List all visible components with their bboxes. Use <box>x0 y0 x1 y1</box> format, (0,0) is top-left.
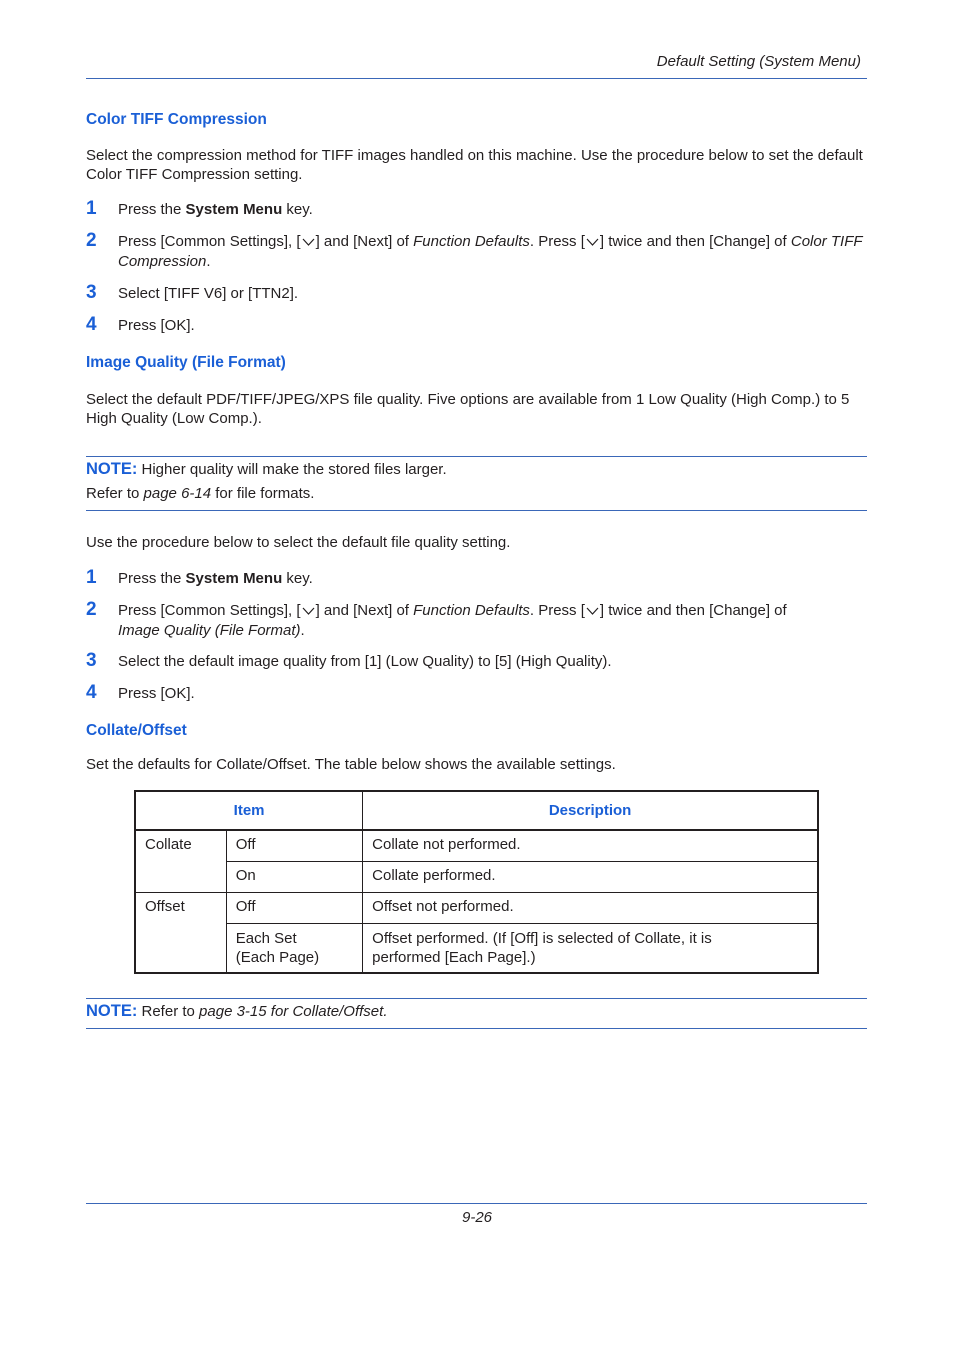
note-top-rule <box>86 998 867 999</box>
step-text: Press [OK]. <box>118 685 195 702</box>
step-number: 4 <box>86 314 97 335</box>
procedure-intro: Use the procedure below to select the default file quality setting. <box>86 534 511 551</box>
table-cell-group: Offset <box>135 892 226 973</box>
section-intro: Set the defaults for Collate/Offset. The table below shows the available settings. <box>86 756 616 773</box>
section-heading-collate-offset: Collate/Offset <box>86 722 187 739</box>
table-cell-description: Collate not performed. <box>363 830 818 861</box>
step-text: Press [OK]. <box>118 317 195 334</box>
header-rule <box>86 78 867 79</box>
note-top-rule <box>86 456 867 457</box>
step-number: 1 <box>86 198 97 219</box>
table-row <box>135 923 818 973</box>
section-intro: Select the compression method for TIFF images handled on this machine. Use the procedure below to set the default Color TIFF Compression setting. <box>86 147 863 183</box>
table-cell-description: Offset performed. (If [Off] is selected of Collate, it is performed [Each Page].) <box>363 923 818 973</box>
step-text: Press the System Menu key. <box>118 570 313 587</box>
table-row <box>135 861 818 892</box>
table-row <box>135 830 818 861</box>
section-heading-image-quality: Image Quality (File Format) <box>86 354 286 371</box>
chevron-down-key-icon <box>302 237 315 247</box>
column-header-description: Description <box>363 791 818 830</box>
note-bottom-rule <box>86 1028 867 1029</box>
note-reference: Refer to page 6-14 for file formats. <box>86 485 315 502</box>
section-intro: Select the default PDF/TIFF/JPEG/XPS file quality. Five options are available from 1 Low Quality (High Comp.) to 5 High Quality (Low Comp.). <box>86 391 850 427</box>
table-cell-option: On <box>226 861 362 892</box>
step-text: Press [Common Settings], [ ] and [Next] of Function Defaults. Press [ ] twice and then [Change] of Image Quality (File Format). <box>118 602 787 639</box>
step-number: 4 <box>86 682 97 703</box>
step-number: 2 <box>86 599 97 620</box>
step-number: 3 <box>86 282 97 303</box>
table-cell-option: Each Set (Each Page) <box>226 923 362 973</box>
step-number: 2 <box>86 230 97 251</box>
note-box: NOTE: Higher quality will make the stored files larger. <box>86 460 447 478</box>
step-number: 3 <box>86 650 97 671</box>
table-cell-description: Offset not performed. <box>363 892 818 923</box>
footer-rule <box>86 1203 867 1204</box>
page-number: 9-26 <box>461 1209 493 1226</box>
step-text: Select the default image quality from [1] (Low Quality) to [5] (High Quality). <box>118 653 612 670</box>
table-header-row <box>135 791 818 830</box>
page-link[interactable]: page 3-15 for Collate/Offset. <box>199 1003 388 1020</box>
chevron-down-key-icon <box>302 606 315 616</box>
note-box: NOTE: Refer to page 3-15 for Collate/Offset. <box>86 1002 388 1020</box>
note-label: NOTE: <box>86 1002 138 1020</box>
step-text: Press the System Menu key. <box>118 201 313 218</box>
running-header: Default Setting (System Menu) <box>656 53 861 70</box>
page-link[interactable]: page 6-14 <box>143 485 212 502</box>
step-text: Select [TIFF V6] or [TTN2]. <box>118 285 299 302</box>
step-number: 1 <box>86 567 97 588</box>
table-cell-option: Off <box>226 830 362 861</box>
section-heading-color-tiff: Color TIFF Compression <box>86 111 267 128</box>
table-cell-description: Collate performed. <box>363 861 818 892</box>
chevron-down-key-icon <box>586 606 599 616</box>
note-label: NOTE: <box>86 460 138 478</box>
table-cell-option: Off <box>226 892 362 923</box>
note-bottom-rule <box>86 510 867 511</box>
column-header-item: Item <box>135 791 363 830</box>
chevron-down-key-icon <box>586 237 599 247</box>
table-cell-group: Collate <box>135 830 226 892</box>
table-row <box>135 892 818 923</box>
step-text: Press [Common Settings], [ ] and [Next] of Function Defaults. Press [ ] twice and then [Change] of Color TIFF Compression. <box>118 233 863 270</box>
collate-offset-table <box>134 790 819 974</box>
